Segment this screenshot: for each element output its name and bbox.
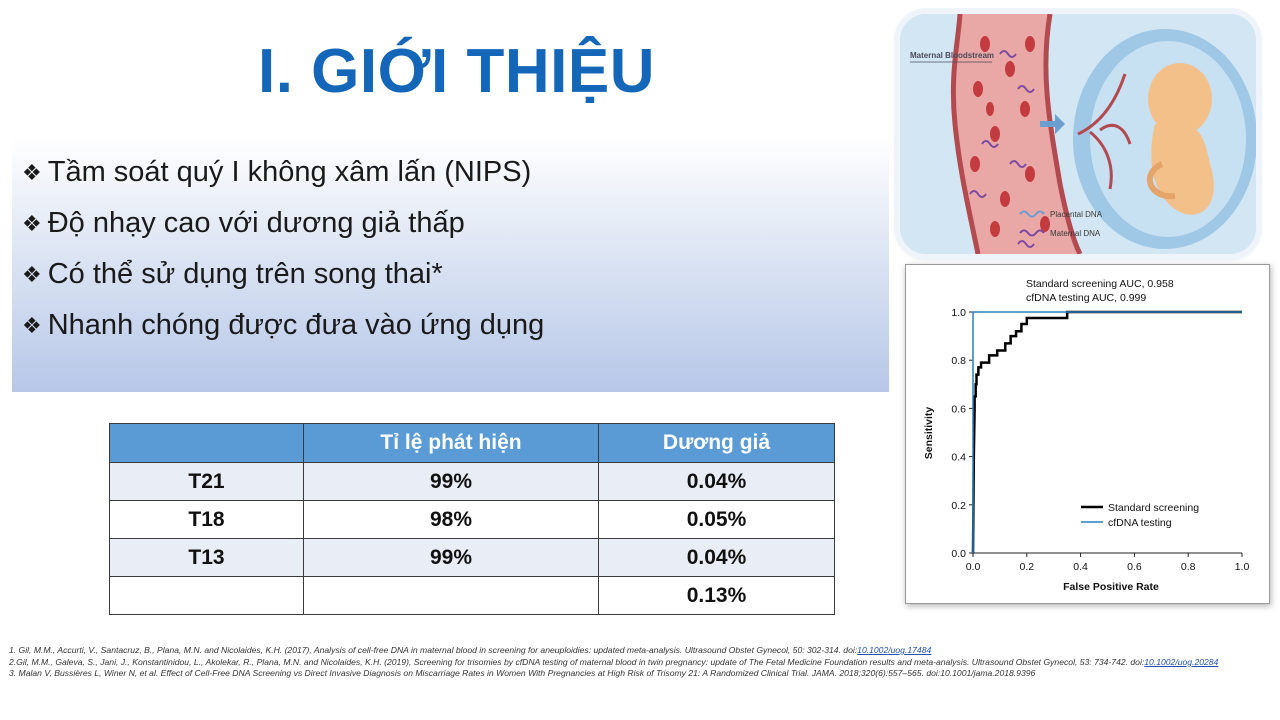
table-row xyxy=(110,501,835,539)
bullet-item xyxy=(22,300,544,351)
table-cell xyxy=(110,577,304,615)
table-cell: T18 xyxy=(110,501,304,539)
x-tick-label: 0.8 xyxy=(1180,561,1196,573)
table-cell: 0.04% xyxy=(599,539,835,577)
legend-maternal-dna: Maternal DNA xyxy=(1050,229,1101,238)
cfdna-illustration xyxy=(900,14,1256,254)
bullet-text: Tầm soát quý I không xâm lấn (NIPS) xyxy=(47,156,532,188)
references xyxy=(9,645,1271,680)
diamond-bullet-icon: ❖ xyxy=(22,159,42,185)
diamond-bullet-icon: ❖ xyxy=(22,312,42,338)
reference-doi-link[interactable]: 10.1002/uog.20284 xyxy=(1144,656,1219,667)
y-tick-label: 0.4 xyxy=(951,451,966,464)
auc-annotation-cfdna: cfDNA testing AUC, 0.999 xyxy=(1026,292,1147,304)
table-cell: 99% xyxy=(304,539,599,577)
bullet-list xyxy=(22,147,544,351)
detection-rate-table xyxy=(109,423,835,615)
auc-annotation-standard: Standard screening AUC, 0.958 xyxy=(1026,278,1174,290)
diamond-bullet-icon: ❖ xyxy=(22,210,42,236)
cfdna-illustration-svg xyxy=(900,14,1256,254)
table-cell xyxy=(304,577,599,615)
table-row xyxy=(110,539,835,577)
table-header-cell xyxy=(110,424,304,463)
bloodstream-label: Maternal Bloodstream xyxy=(910,51,995,60)
bullet-text: Có thể sử dụng trên song thai* xyxy=(47,258,443,290)
reference-text: 3. Malan V, Bussières L, Winer N, et al. Effect of Cell-Free DNA Screening vs Direct Invasive Diagnosis on Miscarriage Rates in Women With Pregnancies at High Risk of Trisomy 21: A Randomized Clinical Trial. JAMA. 2018;320(6):557–565. doi:10.1001/jama.2018.9396 xyxy=(9,668,1036,678)
y-tick-label: 0.8 xyxy=(951,355,966,368)
table-row xyxy=(110,577,835,615)
table-cell: 0.05% xyxy=(599,501,835,539)
reference-item xyxy=(9,657,1271,669)
table-cell: T21 xyxy=(110,463,304,501)
bullet-item xyxy=(22,249,544,300)
y-axis-label: Sensitivity xyxy=(923,406,935,460)
table-header-cell: Tỉ lệ phát hiện xyxy=(304,424,599,463)
x-tick-label: 0.6 xyxy=(1127,561,1142,573)
roc-chart xyxy=(905,264,1270,604)
reference-text: 2.Gil, M.M., Galeva, S., Jani, J., Konstantinidou, L., Akolekar, R., Plana, M.N. and Nicolaides, K.H. (2019), Screening for trisomies by cfDNA testing of maternal blood in twin pregnancy: update of The Fetal Medicine Foundation results and meta-analysis. Ultrasound Obstet Gynecol, 53: 734-742. doi: xyxy=(9,656,1145,667)
diamond-bullet-icon: ❖ xyxy=(22,261,42,287)
slide-title: I. GIỚI THIỆU xyxy=(258,37,655,106)
chart-legend xyxy=(1081,502,1199,529)
legend-entry-cfdna: cfDNA testing xyxy=(1108,517,1172,529)
roc-axes xyxy=(951,307,1249,573)
table-row xyxy=(110,463,835,501)
x-tick-label: 0.0 xyxy=(965,561,981,573)
table-header-row xyxy=(110,424,835,463)
y-tick-label: 0.0 xyxy=(951,548,966,560)
table-cell: 0.13% xyxy=(599,577,835,615)
x-tick-label: 0.2 xyxy=(1019,561,1035,573)
reference-item xyxy=(9,668,1271,680)
bullet-item xyxy=(22,147,544,198)
roc-chart-svg xyxy=(906,265,1269,603)
y-tick-label: 0.6 xyxy=(951,403,966,416)
x-tick-label: 1.0 xyxy=(1234,561,1250,573)
table-cell: 99% xyxy=(304,463,599,501)
reference-doi-link[interactable]: 10.1002/uog.17484 xyxy=(857,645,932,655)
x-axis-label: False Positive Rate xyxy=(1063,581,1159,593)
reference-text: 1. Gil, M.M., Accurti, V., Santacruz, B., Plana, M.N. and Nicolaides, K.H. (2017), Analysis of cell-free DNA in maternal blood in screening for aneuploidies: updated meta-analysis. Ultrasound Obstet Gynecol, 50: 302-314. doi: xyxy=(9,645,858,655)
reference-item xyxy=(9,645,1271,657)
legend-entry-standard: Standard screening xyxy=(1108,502,1200,514)
table-cell: T13 xyxy=(110,539,304,577)
table-cell: 98% xyxy=(304,501,599,539)
y-tick-label: 0.2 xyxy=(951,499,966,512)
x-tick-label: 0.4 xyxy=(1073,561,1088,573)
table-cell: 0.04% xyxy=(599,463,835,501)
bullet-item xyxy=(22,198,544,249)
y-tick-label: 1.0 xyxy=(951,307,966,319)
bullet-text: Độ nhạy cao với dương giả thấp xyxy=(47,207,465,239)
table-header-cell: Dương giả xyxy=(599,424,835,463)
bullet-text: Nhanh chóng được đưa vào ứng dụng xyxy=(47,309,545,341)
legend-placental-dna: Placental DNA xyxy=(1050,210,1103,219)
